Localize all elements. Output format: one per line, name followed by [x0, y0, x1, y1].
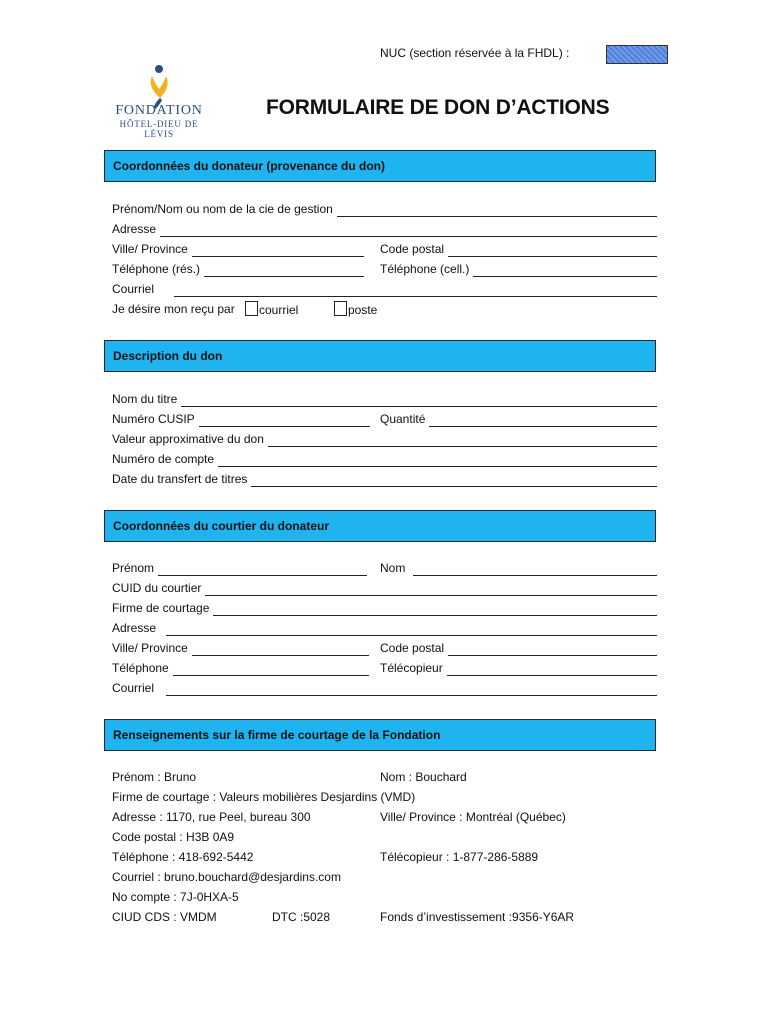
broker-postal-field[interactable] — [380, 640, 657, 656]
donor-email-label: Courriel — [112, 282, 155, 296]
broker-phone-field[interactable] — [112, 660, 369, 676]
donor-address-field[interactable] — [112, 221, 657, 237]
gift-value-field[interactable] — [112, 431, 657, 447]
broker-fax-field[interactable] — [380, 660, 657, 676]
quantity-label: Quantité — [380, 412, 426, 426]
receipt-mail-label: poste — [348, 303, 378, 317]
receipt-mail-checkbox[interactable] — [334, 301, 347, 316]
donor-name-field[interactable] — [112, 201, 657, 217]
transfer-date-field[interactable] — [112, 471, 657, 487]
section-gift-header: Description du don — [104, 340, 656, 372]
donor-city-field[interactable] — [112, 241, 364, 257]
broker-phone-label: Téléphone — [112, 661, 169, 675]
foundation-first-name: Prénom : Bruno — [112, 770, 197, 784]
receipt-label: Je désire mon reçu par — [112, 302, 235, 316]
receipt-email-label: courriel — [259, 303, 299, 317]
donor-phone-res-label: Téléphone (rés.) — [112, 262, 201, 276]
page-title: FORMULAIRE DE DON D’ACTIONS — [266, 96, 610, 119]
donor-city-label: Ville/ Province — [112, 242, 188, 256]
broker-city-field[interactable] — [112, 640, 369, 656]
broker-last-name-label: Nom — [380, 561, 406, 575]
donor-phone-cell-field[interactable] — [380, 261, 657, 277]
foundation-city: Ville/ Province : Montréal (Québec) — [380, 810, 566, 824]
foundation-ciud: CIUD CDS : VMDM — [112, 910, 217, 924]
foundation-account: No compte : 7J-0HXA-5 — [112, 890, 239, 904]
transfer-date-label: Date du transfert de titres — [112, 472, 248, 486]
foundation-postal: Code postal : H3B 0A9 — [112, 830, 235, 844]
broker-email-label: Courriel — [112, 681, 155, 695]
cusip-field[interactable] — [112, 411, 370, 427]
broker-first-name-label: Prénom — [112, 561, 155, 575]
foundation-fund: Fonds d’investissement :9356-Y6AR — [380, 910, 575, 924]
account-number-field[interactable] — [112, 451, 657, 467]
gift-value-label: Valeur approximative du don — [112, 432, 264, 446]
cusip-label: Numéro CUSIP — [112, 412, 195, 426]
receipt-email-checkbox[interactable] — [245, 301, 258, 316]
security-name-label: Nom du titre — [112, 392, 178, 406]
broker-postal-label: Code postal — [380, 641, 445, 655]
section-foundation-header: Renseignements sur la firme de courtage de la Fondation — [104, 719, 656, 751]
foundation-fax: Télécopieur : 1-877-286-5889 — [380, 850, 539, 864]
logo-subtitle: HÔTEL-DIEU DE LÉVIS — [119, 119, 199, 139]
broker-firm-field[interactable] — [112, 600, 657, 616]
donor-email-field[interactable] — [112, 281, 657, 297]
foundation-phone: Téléphone : 418-692-5442 — [112, 850, 254, 864]
broker-address-label: Adresse — [112, 621, 157, 635]
quantity-field[interactable] — [380, 411, 657, 427]
nuc-label: NUC (section réservée à la FHDL) : — [380, 46, 570, 60]
broker-address-field[interactable] — [112, 620, 657, 636]
broker-cuid-label: CUID du courtier — [112, 581, 202, 595]
broker-first-name-field[interactable] — [112, 560, 367, 576]
receipt-option-mail[interactable] — [334, 301, 377, 318]
broker-city-label: Ville/ Province — [112, 641, 188, 655]
donor-address-label: Adresse — [112, 222, 157, 236]
broker-last-name-field[interactable] — [380, 560, 657, 576]
broker-email-field[interactable] — [112, 680, 657, 696]
donor-phone-res-field[interactable] — [112, 261, 364, 277]
nuc-field[interactable] — [606, 45, 668, 64]
broker-cuid-field[interactable] — [112, 580, 657, 596]
foundation-address: Adresse : 1170, rue Peel, bureau 300 — [112, 810, 311, 824]
foundation-dtc: DTC :5028 — [272, 910, 331, 924]
foundation-email: Courriel : bruno.bouchard@desjardins.com — [112, 870, 341, 884]
section-broker-header: Coordonnées du courtier du donateur — [104, 510, 656, 542]
account-number-label: Numéro de compte — [112, 452, 215, 466]
donor-phone-cell-label: Téléphone (cell.) — [380, 262, 470, 276]
donor-postal-field[interactable] — [380, 241, 657, 257]
donor-name-label: Prénom/Nom ou nom de la cie de gestion — [112, 202, 333, 216]
section-donor-header: Coordonnées du donateur (provenance du don) — [104, 150, 656, 182]
donor-postal-label: Code postal — [380, 242, 445, 256]
broker-firm-label: Firme de courtage — [112, 601, 210, 615]
broker-fax-label: Télécopieur — [380, 661, 443, 675]
foundation-firm: Firme de courtage : Valeurs mobilières Desjardins (VMD) — [112, 790, 416, 804]
receipt-option-email[interactable] — [245, 301, 298, 318]
logo-name: FONDATION — [115, 103, 203, 118]
foundation-last-name: Nom : Bouchard — [380, 770, 467, 784]
security-name-field[interactable] — [112, 391, 657, 407]
